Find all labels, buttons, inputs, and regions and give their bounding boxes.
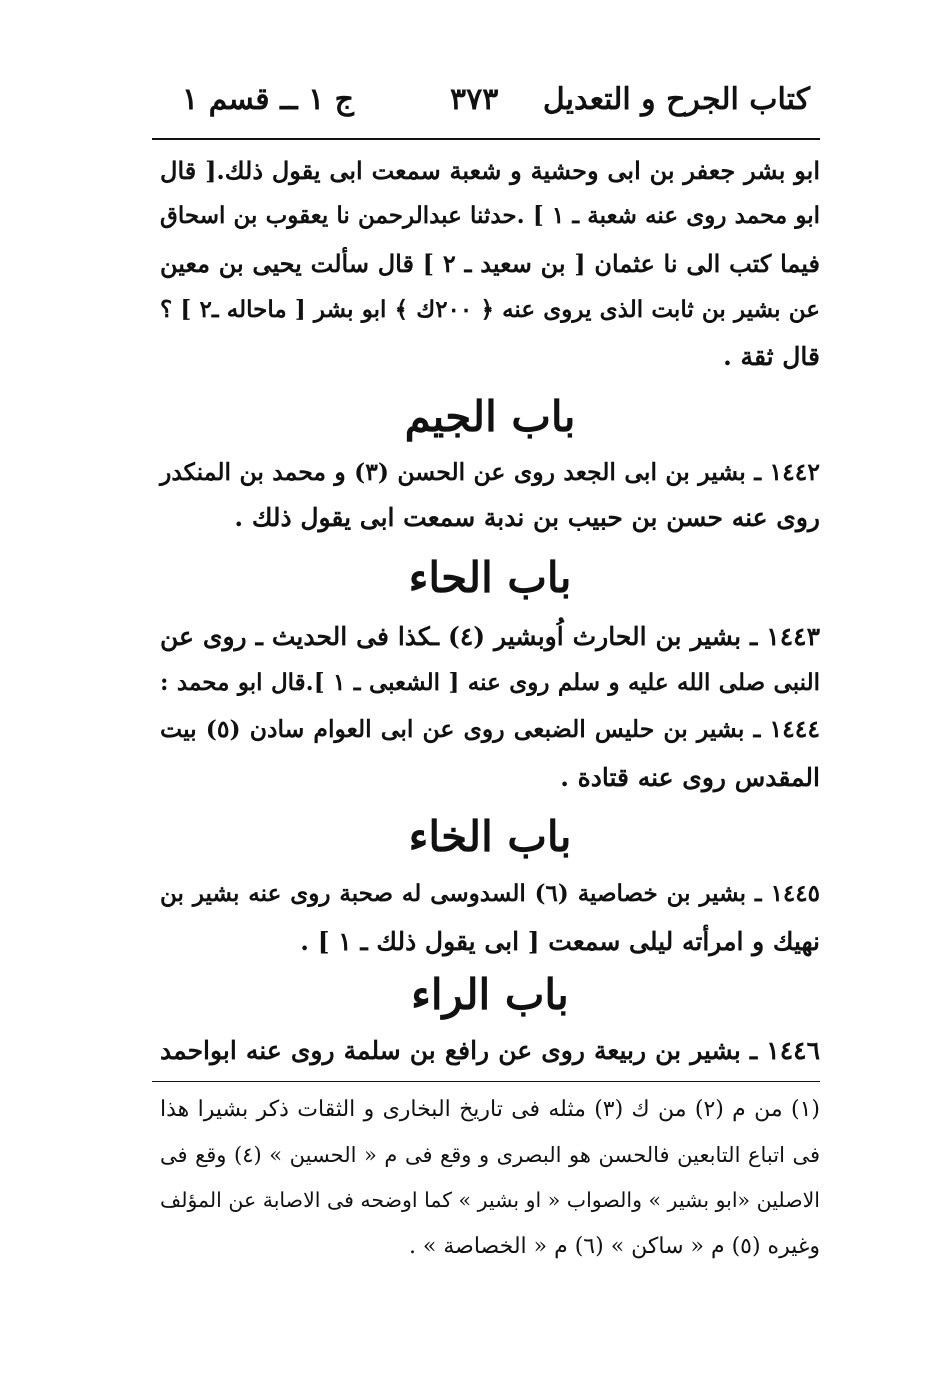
running-header [160, 82, 820, 134]
footnote-line: وغيره (٥) م « ساكن » (٦) م « الخصاصة » . [408, 1234, 820, 1259]
text-line: قال ثقة . [723, 342, 820, 371]
book-title: كتاب الجرح و التعديل [542, 82, 810, 117]
chapter-heading-ha: باب الحاء [408, 553, 572, 602]
chapter-heading-ra: باب الراء [411, 970, 569, 1019]
entry-line: المقدس روى عنه قتادة . [560, 763, 820, 792]
footnote-line: فى اتباع التابعين فالحسن هو البصرى و وقع فى م « الحسين » (٤) وقع فى [160, 1143, 820, 1167]
chapter-heading-kha: باب الخاء [408, 812, 572, 861]
entry-line: ١٤٤٣ ـ بشير بن الحارث اُوبشير (٤) ـكذا فى الحديث ـ روى عن [160, 622, 820, 651]
chapter-heading-jim: باب الجيم [404, 392, 576, 441]
text-line: عن بشير بن ثابت الذى يروى عنه ﴿ ٢٠٠ك ﴾ ابو بشر [ ماحاله ـ٢ ] ؟ [160, 296, 820, 323]
entry-line: ١٤٤٢ ـ بشير بن ابى الجعد روى عن الحسن (٣) و محمد بن المنكدر [160, 458, 820, 486]
footnote-rule [152, 1081, 820, 1082]
footnote-line: (١) من م (٢) من ك (٣) مثله فى تاريخ البخارى و الثقات ذكر بشيرا هذا [160, 1097, 820, 1122]
entry-line: ١٤٤٤ ـ بشير بن حليس الضبعى روى عن ابى العوام سادن (٥) بيت [160, 715, 820, 743]
volume-part: ج ١ ــ قسم ١ [182, 82, 355, 117]
footnote-line: الاصلين «ابو بشير » والصواب « او بشير » كما اوضحه فى الاصابة عن المؤلف [160, 1188, 820, 1212]
text-line: فيما كتب الى نا عثمان [ بن سعيد ـ ٢ ] قال سألت يحيى بن معين [160, 249, 820, 278]
text-line: ابو بشر جعفر بن ابى وحشية و شعبة سمعت ابى يقول ذلك.[ قال [160, 156, 820, 185]
entry-line: نهيك و امرأته ليلى سمعت [ ابى يقول ذلك ـ ١ ] . [300, 927, 820, 956]
text-line: ابو محمد روى عنه شعبة ـ ١ ] .حدثنا عبدالرحمن نا يعقوب بن اسحاق [160, 202, 821, 229]
entry-line: النبى صلى الله عليه و سلم روى عنه [ الشعبى ـ ١ ].قال ابو محمد : [160, 669, 820, 696]
entry-line: روى عنه حسن بن حبيب بن ندبة سمعت ابى يقول ذلك . [234, 503, 820, 532]
header-rule [152, 138, 820, 140]
entry-line: ١٤٤٦ ـ بشير بن ربيعة روى عن رافع بن سلمة روى عنه ابواحمد [160, 1036, 820, 1065]
entry-line: ١٤٤٥ ـ بشير بن خصاصية (٦) السدوسى له صحبة روى عنه بشير بن [160, 880, 820, 907]
page-number: ٣٧٣ [450, 82, 499, 117]
